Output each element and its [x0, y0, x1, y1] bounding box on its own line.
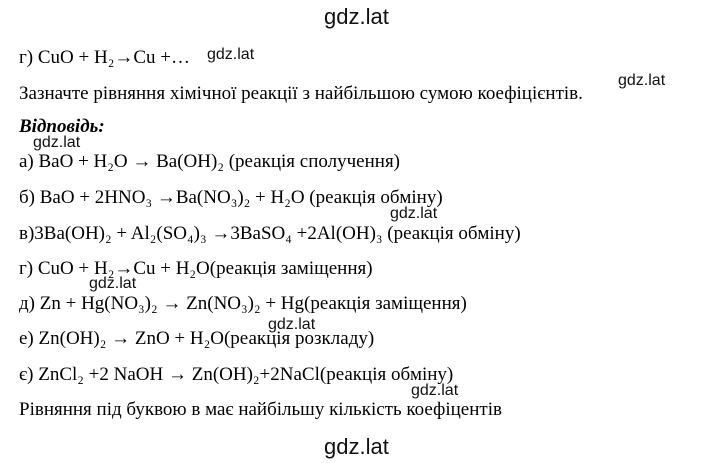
watermark: gdz.lat [268, 316, 316, 333]
question-line: г) CuO + H₂→Cu +… [19, 47, 190, 68]
reaction-line: в)3Ba(OH)₂ + Al₂(SO₄)₃ →3BaSO₄ +2Al(OH)₃ (реакція обміну) [19, 223, 521, 244]
reaction-line: а) BaO + H₂O → Ba(OH)₂ (реакція сполучення) [19, 151, 401, 172]
reaction-line: є) ZnCl₂ +2 NaOH → Zn(OH)₂+2NaCl(реакція обміну) [19, 364, 454, 385]
watermark-top: gdz.lat [324, 4, 389, 29]
answer-label: Відповідь: [19, 116, 105, 137]
task-text: Зазначте рівняння хімічної реакції з найбільшою сумою коефіцієнтів. [19, 83, 583, 104]
watermark: gdz.lat [618, 72, 666, 89]
watermark: gdz.lat [390, 205, 438, 222]
reaction-line: б) BaO + 2HNO₃ →Ba(NO₃)₂ + H₂O (реакція обміну) [19, 187, 443, 208]
watermark: gdz.lat [207, 46, 255, 63]
watermark: gdz.lat [89, 275, 137, 292]
watermark-bottom: gdz.lat [324, 434, 389, 459]
watermark: gdz.lat [411, 382, 459, 399]
reaction-line: д) Zn + Hg(NO₃)₂ → Zn(NO₃)₂ + Hg(реакція заміщення) [19, 293, 467, 314]
reaction-line: г) CuO + H₂→Cu + H₂O(реакція заміщення) [19, 258, 373, 279]
reaction-line: е) Zn(OH)₂ → ZnO + H₂O(реакція розкладу) [19, 328, 375, 349]
conclusion-text: Рівняння під буквою в має найбільшу кількість коефіцентів [19, 399, 502, 420]
watermark: gdz.lat [33, 134, 81, 151]
